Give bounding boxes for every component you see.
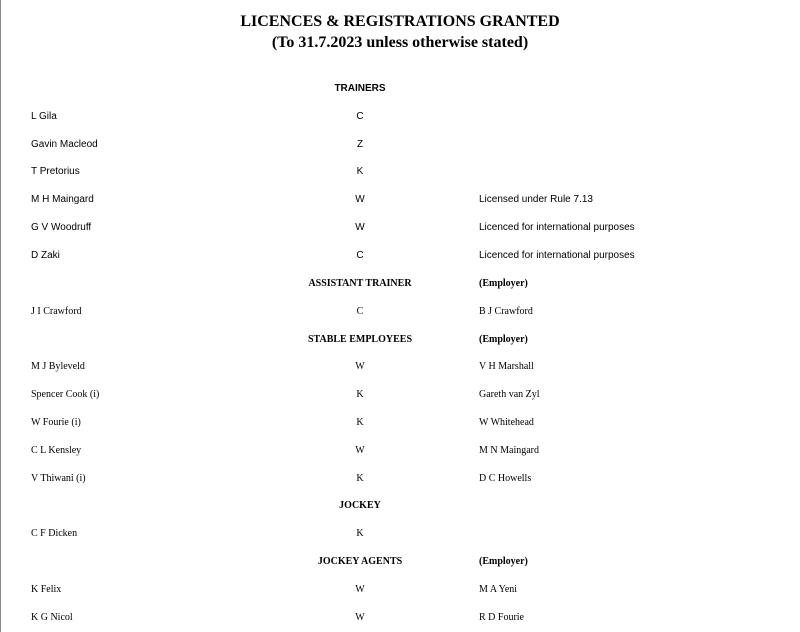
centre-code: W [355,222,365,233]
person-name: C F Dicken [31,528,78,539]
table-row [0,247,800,265]
centre-code: W [355,361,365,372]
section-heading-row-assistant-trainer [0,275,800,293]
table-row [0,191,800,209]
employer-name: D C Howells [479,473,532,484]
employer-column-label: (Employer) [479,556,528,567]
employer-name: M N Maingard [479,445,539,456]
centre-code: Z [356,139,364,150]
document-subtitle: (To 31.7.2023 unless otherwise stated) [271,34,529,51]
employer-name: W Whitehead [479,417,534,428]
table-row [0,414,800,432]
document-title: LICENCES & REGISTRATIONS GRANTED [240,13,560,30]
row-note: Licensed under Rule 7.13 [479,194,593,205]
employer-name: R D Fourie [479,612,524,623]
centre-code: K [356,473,364,484]
table-row [0,219,800,237]
employer-column-label: (Employer) [479,278,528,289]
table-row [0,386,800,404]
centre-code: W [355,194,365,205]
section-heading-row-stable-employees [0,331,800,349]
person-name: M J Byleveld [31,361,85,372]
employer-column-label: (Employer) [479,334,528,345]
centre-code: W [355,584,365,595]
person-name: C L Kensley [31,445,82,456]
table-row [0,525,800,543]
section-heading-jockey-agents: JOCKEY AGENTS [317,556,403,567]
section-heading-assistant-trainer: ASSISTANT TRAINER [308,278,412,289]
person-name: G V Woodruff [31,222,92,233]
section-heading-jockey: JOCKEY [339,500,381,511]
section-heading-row-jockey [0,497,800,515]
employer-name: B J Crawford [479,306,533,317]
centre-code: C [356,250,364,261]
person-name: Spencer Cook (i) [31,389,100,400]
centre-code: C [356,306,364,317]
table-row [0,609,800,627]
section-heading-row-trainers [0,80,800,98]
person-name: T Pretorius [31,166,80,177]
person-name: J I Crawford [31,306,82,317]
table-row [0,136,800,154]
row-note: Licenced for international purposes [479,222,635,233]
table-row [0,108,800,126]
centre-code: K [356,528,364,539]
table-row [0,470,800,488]
section-heading-stable-employees: STABLE EMPLOYEES [307,334,413,345]
person-name: M H Maingard [31,194,94,205]
table-row [0,303,800,321]
centre-code: K [356,417,364,428]
person-name: V Thiwani (i) [31,473,86,484]
table-row [0,442,800,460]
person-name: L Gila [31,111,57,122]
centre-code: K [356,389,364,400]
person-name: Gavin Macleod [31,139,98,150]
row-note: Licenced for international purposes [479,250,635,261]
person-name: K G Nicol [31,612,73,623]
person-name: K Felix [31,584,62,595]
person-name: W Fourie (i) [31,417,81,428]
table-row [0,581,800,599]
table-row [0,358,800,376]
section-heading-row-jockey-agents [0,553,800,571]
employer-name: Gareth van Zyl [479,389,540,400]
person-name: D Zaki [31,250,60,261]
centre-code: W [355,445,365,456]
table-row [0,163,800,181]
employer-name: M A Yeni [479,584,518,595]
employer-name: V H Marshall [479,361,534,372]
section-heading-trainers: TRAINERS [334,83,386,94]
centre-code: K [356,166,364,177]
centre-code: C [356,111,364,122]
centre-code: W [355,612,365,623]
